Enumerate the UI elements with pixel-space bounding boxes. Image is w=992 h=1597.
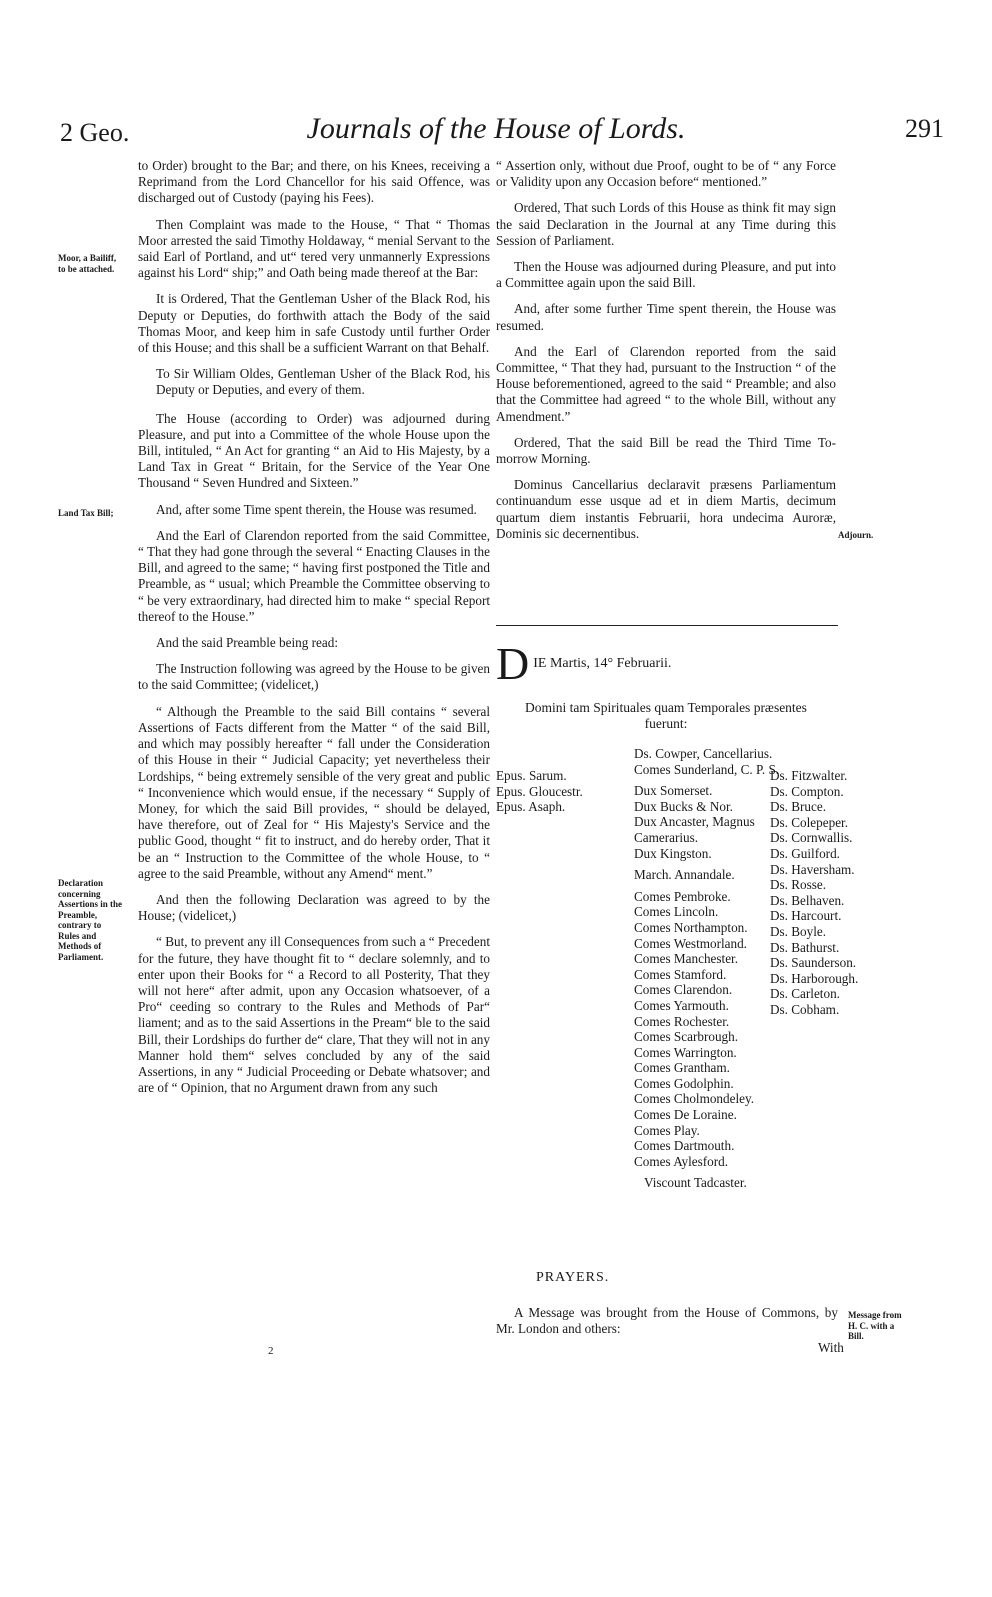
- paragraph: “ But, to prevent any ill Consequences from such a “ Precedent for the future, they have thought fit to “ declare solemnly, and to enter upon their Books for “ a Record to all Posterity, That they will not here“ after admit, upon any Occasion whatsoever, of a Pro“ ceeding so contrary to the Rules and Methods of Par“ liament; and as to the said Assertions in the Pream“ ble to the said Bill, their Lordships do further de“ clare, That they will not in any Manner hold them“ selves concluded by any of the said Assertions, in any “ Judicial Proceeding or Debate whatsover; and are of “ Opinion, that no Argument drawn from any such: [138, 934, 490, 1096]
- prayers-heading: PRAYERS.: [536, 1270, 610, 1285]
- margin-note-adjourn: Adjourn.: [838, 530, 874, 540]
- list-item: Ds. Rosse.: [770, 877, 827, 893]
- paragraph: And the said Preamble being read:: [156, 635, 339, 651]
- list-item: Comes Play.: [634, 1122, 700, 1138]
- paragraph: “ Although the Preamble to the said Bill contains “ several Assertions of Facts different from the Matter “ of the said Bill, and which may possibly hereafter “ fall under the Consideration of this House in their “ Judicial Capacity; yet nevertheless their Lordships, “ being extremely sensible of the very great and public “ Inconvenience which would ensue, if the necessary “ Supply of Money, for which the said Bill provides, “ should be delayed, have therefore, out of Zeal for “ His Majesty's Service and the public Good, thought “ fit to instruct, and do hereby order, That it be an “ Instruction to the Committee of the whole House, to “ agree to the said Preamble, without any Amend“ ment.”: [138, 703, 490, 881]
- list-item: Ds. Bathurst.: [770, 939, 840, 955]
- list-item: Comes Sunderland, C. P. S.: [634, 761, 780, 777]
- list-item: Ds. Compton.: [770, 783, 844, 799]
- list-item: Ds. Carleton.: [770, 986, 840, 1002]
- list-item: Comes Clarendon.: [634, 982, 733, 998]
- list-item: Epus. Gloucestr.: [496, 783, 583, 799]
- list-item: Ds. Colepeper.: [770, 814, 849, 830]
- paragraph: It is Ordered, That the Gentleman Usher of the Black Rod, his Deputy or Deputies, do forthwith attach the Body of the said Thomas Moor, and keep him in safe Custody until further Order of this House; and this shall be a sufficient Warrant on that Behalf.: [138, 291, 490, 356]
- paragraph: The House (according to Order) was adjourned during Pleasure, and put into a Committee of the whole House upon the Bill, intituled, “ An Act for granting “ an Aid to His Majesty, by a Land Tax in Great “ Britain, for the Service of the Year One Thousand “ Seven Hundred and Sixteen.”: [138, 410, 490, 491]
- paragraph: “ Assertion only, without due Proof, ought to be of “ any Force or Validity upon any Occasion before“ mentioned.”: [496, 158, 836, 190]
- list-item: Dux Ancaster, Magnus Camerarius.: [634, 814, 755, 845]
- temporal-lords-list: [634, 746, 782, 1191]
- paragraph: And then the following Declaration was agreed to by the House; (videlicet,): [138, 891, 490, 924]
- paragraph: And, after some Time spent therein, the House was resumed.: [156, 501, 477, 517]
- margin-note-land-tax: Land Tax Bill;: [58, 508, 114, 518]
- list-item: Ds. Cornwallis.: [770, 830, 853, 846]
- date-text: IE Martis, 14° Februarii.: [533, 656, 672, 671]
- list-item: Comes Warrington.: [634, 1044, 737, 1060]
- message-paragraph: A Message was brought from the House of Commons, by Mr. London and others:: [496, 1305, 838, 1337]
- paragraph: Then the House was adjourned during Pleasure, and put into a Committee again upon the said Bill.: [496, 259, 836, 291]
- paragraph: And the Earl of Clarendon reported from the said Committee, “ That they had gone through the several “ Enacting Clauses in the Bill, and agreed to the same; “ having first postponed the Title and Preamble, as “ usual; which Preamble the Committee observing to “ be very extraordinary, had directed him to make “ special Report thereof to the House.”: [138, 527, 490, 624]
- list-item: Comes Scarbrough.: [634, 1029, 739, 1045]
- margin-note-moor: Moor, a Bailiff, to be attached.: [58, 253, 117, 274]
- list-item: Comes Lincoln.: [634, 904, 719, 920]
- section-divider: [496, 625, 838, 626]
- list-item: Dux Bucks & Nor.: [634, 798, 733, 814]
- paragraph: Dominus Cancellarius declaravit præsens Parliamentum continuandum esse usque ad et in diem Martis, decimum quartum diem instantis Februarii, hora undecima Auroræ, Dominis sic decernentibus.: [496, 477, 836, 541]
- paragraph: to Order) brought to the Bar; and there, on his Knees, receiving a Reprimand from the Lord Chancellor for his said Offence, was discharged out of Custody (paying his Fees).: [138, 158, 490, 206]
- paragraph: Then Complaint was made to the House, “ That “ Thomas Moor arrested the said Timothy Holdaway, “ menial Servant to the said Earl of Portland, and ut“ tered very unmannerly Expressions against his Lord“ ship;” and Oath being made thereof at the Bar:: [138, 216, 490, 281]
- paragraph: The Instruction following was agreed by the House to be given to the said Committee; (videlicet,): [138, 661, 490, 693]
- list-item: Ds. Bruce.: [770, 799, 827, 815]
- drop-cap: D: [496, 638, 530, 689]
- list-item: Comes Cholmondeley.: [634, 1091, 755, 1107]
- paragraph: Ordered, That such Lords of this House as think fit may sign the said Declaration in the Journal at any Time during this Session of Parliament.: [496, 200, 836, 248]
- margin-note-declaration: Declaration concerning Assertions in the Preamble, contrary to Rules and Methods of Parliament.: [58, 878, 123, 962]
- list-item: Comes Pembroke.: [634, 888, 731, 904]
- list-item: Dux Somerset.: [634, 783, 713, 799]
- list-item: Comes Northampton.: [634, 919, 748, 935]
- list-item: Ds. Haversham.: [770, 861, 855, 877]
- regnal-year: 2 Geo.: [60, 118, 130, 147]
- list-item: Epus. Sarum.: [496, 768, 567, 783]
- sitting-date: [496, 638, 836, 689]
- list-item: Ds. Harcourt.: [770, 908, 842, 924]
- list-item: Dux Kingston.: [634, 845, 712, 861]
- signature-mark: 2: [268, 1345, 274, 1357]
- list-item: Comes Westmorland.: [634, 935, 747, 951]
- list-item: Ds. Guilford.: [770, 845, 840, 861]
- list-item: Ds. Harborough.: [770, 970, 859, 986]
- list-item: Comes Stamford.: [634, 966, 727, 982]
- list-item: Ds. Cowper, Cancellarius.: [634, 746, 773, 761]
- list-item: March. Annandale.: [634, 867, 735, 883]
- paragraph: And the Earl of Clarendon reported from the said Committee, “ That they had, pursuant to the Instruction “ of the House beforementioned, agreed to the said “ Preamble; and also that the Committee had agreed “ to the whole Bill, without any Amendment.”: [496, 343, 836, 424]
- list-item: Comes De Loraine.: [634, 1107, 737, 1123]
- catchword: With: [818, 1340, 844, 1355]
- barons-list: [770, 768, 858, 1018]
- list-item: Ds. Saunderson.: [770, 955, 857, 971]
- list-item: Comes Grantham.: [634, 1060, 730, 1076]
- right-column: [496, 158, 836, 552]
- list-item: Ds. Fitzwalter.: [770, 768, 848, 783]
- list-item: Comes Dartmouth.: [634, 1138, 735, 1154]
- margin-note-message: Message from H. C. with a Bill.: [848, 1310, 902, 1341]
- paragraph: Ordered, That the said Bill be read the Third Time To-morrow Morning.: [496, 434, 836, 467]
- warrant-address: To Sir William Oldes, Gentleman Usher of the Black Rod, his Deputy or Deputies, and every of them.: [156, 366, 490, 398]
- list-item: Ds. Belhaven.: [770, 892, 845, 908]
- journal-title: Journals of the House of Lords.: [306, 112, 686, 145]
- list-item: Comes Godolphin.: [634, 1075, 734, 1091]
- bishops-list: [496, 768, 583, 815]
- paragraph: And, after some further Time spent therein, the House was resumed.: [496, 301, 836, 333]
- page-number: 291: [905, 114, 944, 143]
- list-item: Viscount Tadcaster.: [644, 1175, 747, 1191]
- left-column: [138, 158, 490, 1106]
- present-heading: Domini tam Spirituales quam Temporales præsentes fuerunt:: [525, 700, 807, 731]
- list-item: Ds. Boyle.: [770, 923, 827, 939]
- list-item: Comes Aylesford.: [634, 1153, 729, 1169]
- list-item: Ds. Cobham.: [770, 1001, 840, 1017]
- list-item: Comes Rochester.: [634, 1013, 730, 1029]
- list-item: Comes Manchester.: [634, 951, 739, 967]
- list-item: Epus. Asaph.: [496, 799, 566, 815]
- list-item: Comes Yarmouth.: [634, 997, 729, 1013]
